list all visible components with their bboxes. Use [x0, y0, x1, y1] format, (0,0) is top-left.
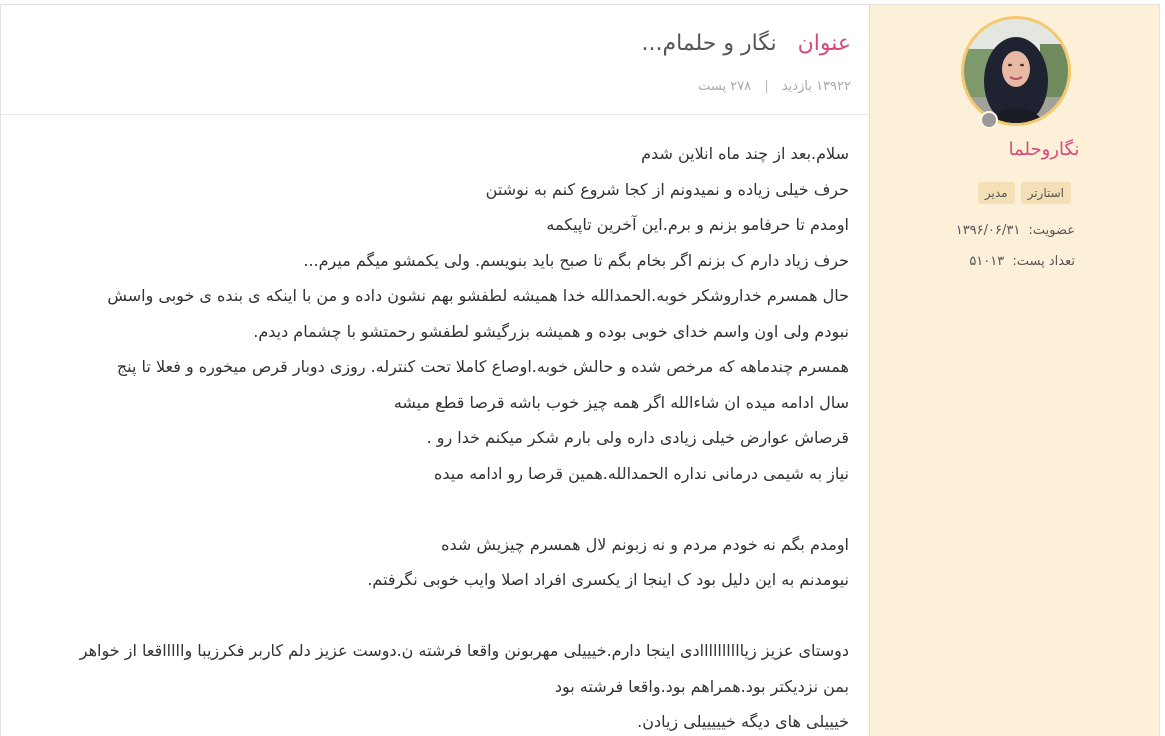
post-line: دوستای عزیز زیاااااااااادی اینجا دارم.خیییلی مهربونن واقعا فرشته ن.دوست عزیز دلم کاربر فکرزیبا واااااقعا از خواهر: [79, 641, 849, 660]
post-line: سال ادامه میده ان شاءالله اگر همه چیز خوب باشه قرصا قطع میشه: [393, 392, 849, 412]
avatar-photo-icon: [964, 19, 1068, 123]
post-count: ۲۷۸ پست: [698, 79, 752, 94]
post-title: [641, 31, 851, 56]
post-line: نبودم ولی اون واسم خدای خوبی بوده و همیشه بزرگیشو لطفشو رحمتشو با چشمام دیدم.: [253, 321, 849, 341]
post-line: اومدم بگم نه خودم مردم و نه زبونم لال همسرم چیزیش شده: [441, 534, 849, 554]
post-body: [9, 136, 849, 736]
author-badges: [978, 182, 1071, 204]
post-line: بمن نزدیکتر بود.همراهم بود.واقعا فرشته بود: [554, 676, 849, 696]
post-count-value: ۵۱۰۱۳: [969, 254, 1005, 269]
post-line: حال همسرم خداروشکر خوبه.الحمدالله خدا همیشه لطفشو بهم نشون داده و من با اینکه ی بنده ی خوبی واسش: [107, 286, 849, 305]
post-line: قرصاش عوارض خیلی زیادی داره ولی بارم شکر میکنم خدا رو .: [426, 428, 849, 447]
joined-value: ۱۳۹۶/۰۶/۳۱: [955, 223, 1021, 238]
post-line-blank: [9, 491, 849, 527]
badge-starter: استارتر: [1021, 182, 1071, 204]
author-avatar[interactable]: [961, 16, 1071, 126]
online-status-indicator: [980, 111, 998, 129]
author-sidebar: [869, 5, 1159, 736]
author-username[interactable]: نگاروحلما: [1008, 139, 1080, 160]
badge-admin: مدیر: [978, 182, 1015, 204]
post-line: نیومدنم به این دلیل بود ک اینجا از یکسری افراد اصلا وایب خوبی نگرفتم.: [367, 570, 849, 589]
post-header: [1, 5, 869, 115]
joined-label: عضویت:: [1028, 223, 1075, 238]
post-line: خیییلی های دیگه خیییییلی زیادن.: [637, 712, 849, 731]
post-line-blank: [9, 598, 849, 634]
post-line: نیاز به شیمی درمانی نداره الحمدالله.همین قرصا رو ادامه میده: [433, 463, 849, 483]
post-line: اومدم تا حرفامو بزنم و برم.این آخرین تاپیکمه: [546, 215, 849, 234]
post-count-label: تعداد پست:: [1012, 254, 1075, 269]
post-line: حرف زیاد دارم ک بزنم اگر بخام بگم تا صبح باید بنویسم. ولی یکمشو میگم میرم...: [303, 250, 849, 270]
author-joined: [956, 223, 1075, 238]
stats-separator: |: [764, 79, 769, 94]
author-post-count: [969, 254, 1075, 269]
post-line: همسرم چندماهه که مرخص شده و حالش خوبه.اوصاع کاملا تحت کنترله. روزی دوبار قرص میخوره و فعلا تا پنج: [116, 357, 849, 376]
post-line: سلام.بعد از چند ماه انلاین شدم: [641, 144, 849, 163]
post-line: حرف خیلی زیاده و نمیدونم از کجا شروع کنم به نوشتن: [485, 179, 849, 199]
post-stats: [698, 79, 851, 94]
title-label: عنوان: [797, 31, 851, 56]
view-count: ۱۳۹۲۲ بازدید: [781, 79, 851, 94]
title-text[interactable]: نگار و حلمام...: [641, 31, 777, 56]
